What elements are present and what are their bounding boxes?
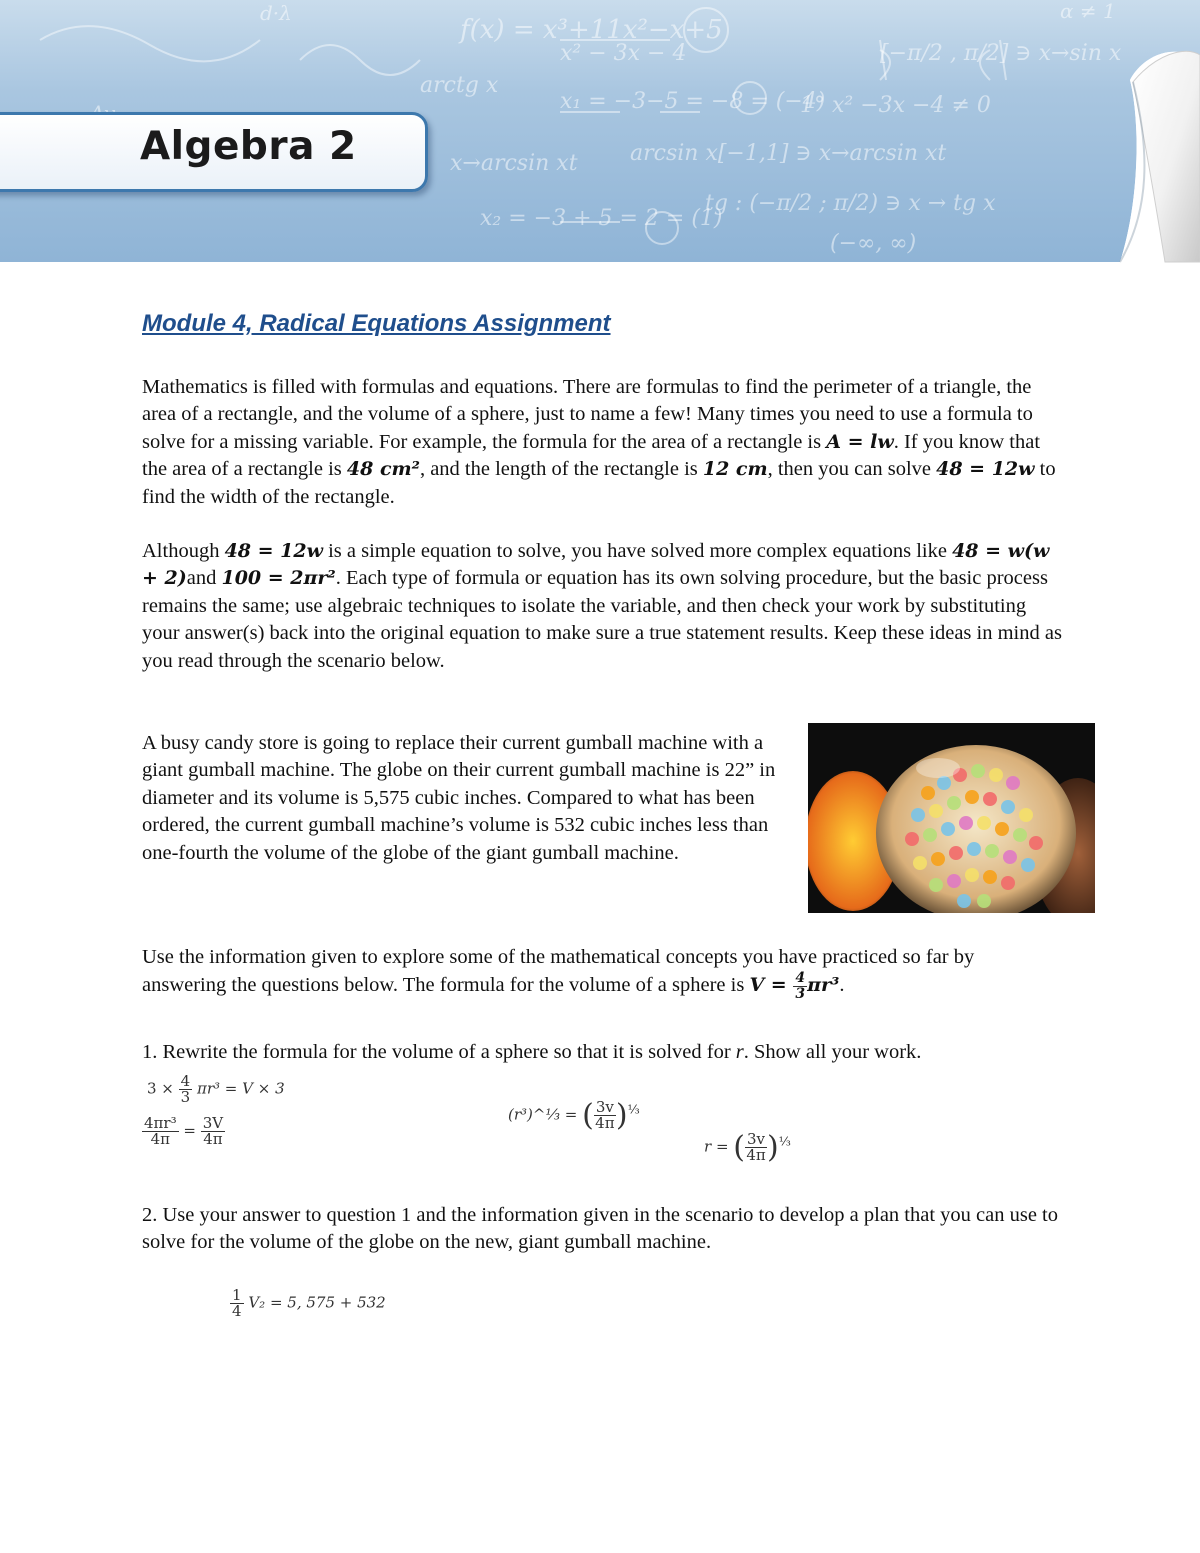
q1-work-step-4: r = ( $\frac{3v}{4\pi}$ )$^{\frac{1}{3}}$ xyxy=(704,1130,791,1165)
assignment-heading: Module 4, Radical Equations Assignment xyxy=(142,310,611,337)
intro-paragraph-1: Mathematics is filled with formulas and equations. There are formulas to find the perimeter of a triangle, the area of a rectangle, and the volume of a sphere, just to name a few! Many times you need to use a formula to solve for a missing variable. For example, the formula for the area of a rectangle is A = lw. If you know that the area of a rectangle is 48 cm², and the length of the rectangle is 12 cm, then you can solve 48 = 12w to find the width of the rectangle. xyxy=(142,376,1056,508)
page-curl-graphic xyxy=(940,0,1200,280)
scenario-paragraph: A busy candy store is going to replace their current gumball machine with a giant gumball machine. The globe on their current gumball machine is 22” in diameter and its volume is 5,575 cubic inches. Compared to what has been ordered, the current gumball machine’s volume is 532 cubic inches less than one-fourth the volume of the globe of the giant gumball machine. xyxy=(142,732,776,864)
svg-text:(−∞, ∞): (−∞, ∞) xyxy=(830,231,917,256)
svg-text:α ≠ 1: α ≠ 1 xyxy=(1060,0,1116,23)
gumball-machine-photo xyxy=(808,723,1095,913)
svg-text:tg : (−π/2 ; π/2) ∋ x → tg x: tg : (−π/2 ; π/2) ∋ x → tg x xyxy=(705,191,996,216)
svg-text:x₂ = −3 + 5 = 2 = (1): x₂ = −3 + 5 = 2 = (1) xyxy=(480,206,723,231)
svg-text:x→arcsin xt: x→arcsin xt xyxy=(450,151,578,176)
svg-text:1° x² −3x −4 ≠ 0: 1° x² −3x −4 ≠ 0 xyxy=(800,93,991,118)
question-2: 2. Use your answer to question 1 and the information given in the scenario to develop a plan that you can use to solve for the volume of the globe on the new, giant gumball machine. xyxy=(142,1204,1059,1254)
svg-text:f(x) = x³+11x²−x+5: f(x) = x³+11x²−x+5 xyxy=(460,15,723,45)
q2-work-step-1: $\frac{1}{4}$ V₂ = 5, 575 + 532 xyxy=(232,1286,386,1320)
instructions-paragraph: Use the information given to explore some of the mathematical concepts you have practiced so far by answering the questions below. The formula for the volume of a sphere is V = $\frac{4}{3}$ πr³. xyxy=(142,946,975,1003)
svg-text:x₁ = −3−5 = −8 = (−4): x₁ = −3−5 = −8 = (−4) xyxy=(560,89,826,114)
svg-text:x² − 3x − 4: x² − 3x − 4 xyxy=(560,41,687,66)
q1-work-step-3: (r³)^⅓ = ( $\frac{3v}{4\pi}$ )$^{\frac{1}{3}}$ xyxy=(508,1098,640,1133)
question-1: 1. Rewrite the formula for the volume of a sphere so that it is solved for r. Show all your work. xyxy=(142,1041,922,1063)
svg-text:[−π/2 , π/2] ∋ x→sin x: [−π/2 , π/2] ∋ x→sin x xyxy=(880,41,1122,66)
svg-text:arctg x: arctg x xyxy=(420,73,499,98)
course-title: Algebra 2 xyxy=(140,124,357,169)
svg-text:d·λ: d·λ xyxy=(260,1,292,25)
svg-text:arcsin x[−1,1] ∋ x→arcsin xt: arcsin x[−1,1] ∋ x→arcsin xt xyxy=(630,141,947,166)
intro-paragraph-2: Although 48 = 12w is a simple equation to solve, you have solved more complex equations like 48 = w(w + 2)and 100 = 2πr². Each type of formula or equation has its own solving procedure, but the basic process remains the same; use algebraic techniques to isolate the variable, and then check your work by substituting your answer(s) back into the original equation to make sure a true statement results. Keep these ideas in mind as you read through the scenario below. xyxy=(142,540,1062,672)
q1-work-step-2: $\frac{\text{4πr³}}{4\pi}$ = $\frac{3V}{4\pi}$ xyxy=(144,1114,224,1148)
q1-work-step-1: 3 × $\frac{4}{3}$ πr³ = V × 3 xyxy=(147,1072,285,1106)
